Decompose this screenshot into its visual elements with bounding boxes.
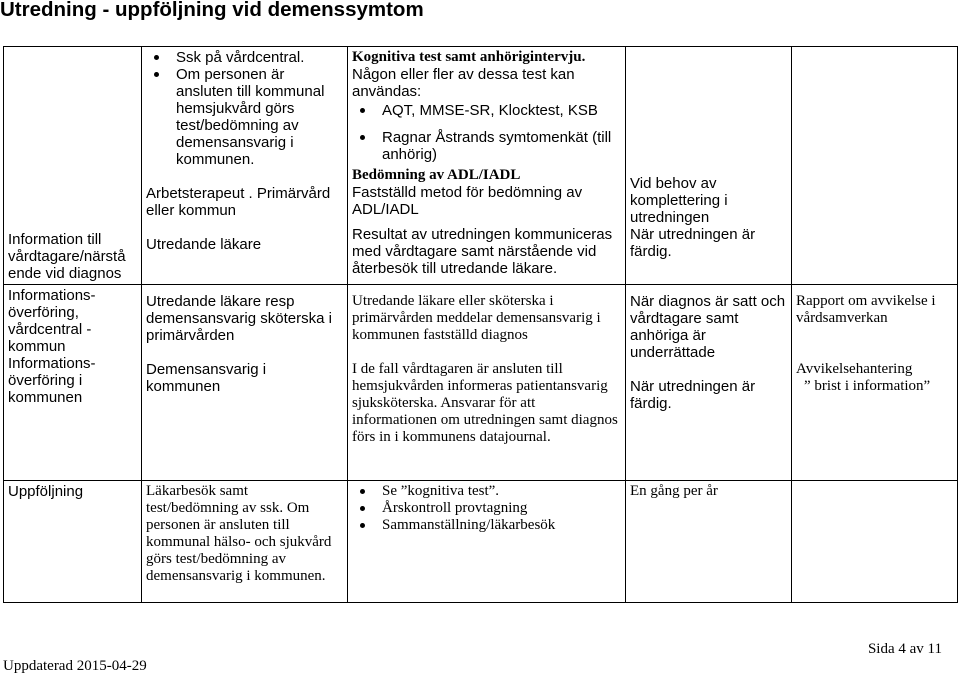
list-item: Sammanställning/läkarbesök xyxy=(382,517,621,534)
timing-text: När utredningen är färdig. xyxy=(630,226,756,260)
activity-heading: Kognitiva test samt anhörigintervju. xyxy=(352,49,586,65)
responsible-list xyxy=(146,49,343,168)
deviation-cell xyxy=(792,285,958,481)
list-item: AQT, MMSE-SR, Klocktest, KSB xyxy=(382,102,621,119)
table-row xyxy=(4,285,958,481)
responsible-text: Demensansvarig i kommunen xyxy=(146,361,267,395)
followup-list xyxy=(352,483,621,534)
deviation-cell xyxy=(792,47,958,285)
timing-cell xyxy=(626,285,792,481)
list-item: Ssk på vårdcentral. xyxy=(176,49,343,66)
list-item: Se ”kognitiva test”. xyxy=(382,483,621,500)
responsible-text: Utredande läkare xyxy=(146,236,262,253)
list-item: Årskontroll provtagning xyxy=(382,500,621,517)
activity-text: Någon eller fler av dessa test kan användas: xyxy=(352,66,575,100)
row-heading-transfer xyxy=(4,285,142,481)
list-item: Om personen är ansluten till kommunal hemsjukvård görs test/bedömning av demensansvarig i kommunen. xyxy=(176,66,343,168)
timing-text: När diagnos är satt och vårdtagare samt anhöriga är underrättade xyxy=(630,293,786,361)
responsible-cell xyxy=(142,285,348,481)
timing-cell xyxy=(626,481,792,603)
responsible-text: Läkarbesök samt test/bedömning av ssk. Om personen är ansluten till kommunal hälso- och sjukvård görs test/bedömning av demensansvarig i kommunen. xyxy=(146,483,332,584)
activity-cell xyxy=(348,285,626,481)
process-table xyxy=(3,46,958,603)
deviation-text: Avvikelsehantering xyxy=(796,361,913,377)
page-number: Sida 4 av 11 xyxy=(867,641,942,657)
timing-cell xyxy=(626,47,792,285)
deviation-text: ” brist i information” xyxy=(804,378,931,394)
activity-text: I de fall vårdtagaren är ansluten till hemsjukvården informeras patientansvarig sjuksköterska. Ansvarar för att informationen om utredningen samt diagnos förs in i kommunens datajournal. xyxy=(352,361,618,445)
activity-cell xyxy=(348,47,626,285)
section-label: Informations- överföring, vårdcentral - kommun Informations- överföring i kommunen xyxy=(8,287,96,406)
responsible-text: Arbetsterapeut . Primärvård eller kommun xyxy=(146,185,331,219)
adl-text: Fastställd metod för bedömning av ADL/IADL xyxy=(352,184,583,218)
row-heading-followup xyxy=(4,481,142,603)
section-label: Uppföljning xyxy=(8,483,84,500)
test-list xyxy=(352,102,621,163)
page-title: Utredning - uppföljning vid demenssymtom xyxy=(0,0,424,21)
row-heading-information xyxy=(4,47,142,285)
activity-text: Utredande läkare eller sköterska i primärvården meddelar demensansvarig i kommunen fastställd diagnos xyxy=(352,293,601,343)
list-item: Ragnar Åstrands symtomenkät (till anhörig) xyxy=(382,129,621,163)
responsible-cell xyxy=(142,47,348,285)
deviation-text: Rapport om avvikelse i vårdsamverkan xyxy=(796,293,936,326)
updated-date: Uppdaterad 2015-04-29 xyxy=(3,658,147,674)
timing-text: Vid behov av komplettering i utredningen xyxy=(630,175,728,226)
table-row xyxy=(4,481,958,603)
timing-text: En gång per år xyxy=(630,483,718,499)
result-text: Resultat av utredningen kommuniceras med vårdtagare samt närstående vid återbesök till utredande läkare. xyxy=(352,226,613,277)
table-row xyxy=(4,47,958,285)
section-label: Information till vårdtagare/närstå ende vid diagnos xyxy=(8,231,126,282)
timing-text: När utredningen är färdig. xyxy=(630,378,756,412)
responsible-text: Utredande läkare resp demensansvarig sköterska i primärvården xyxy=(146,293,332,344)
deviation-cell xyxy=(792,481,958,603)
activity-cell xyxy=(348,481,626,603)
adl-heading: Bedömning av ADL/IADL xyxy=(352,167,521,183)
responsible-cell xyxy=(142,481,348,603)
